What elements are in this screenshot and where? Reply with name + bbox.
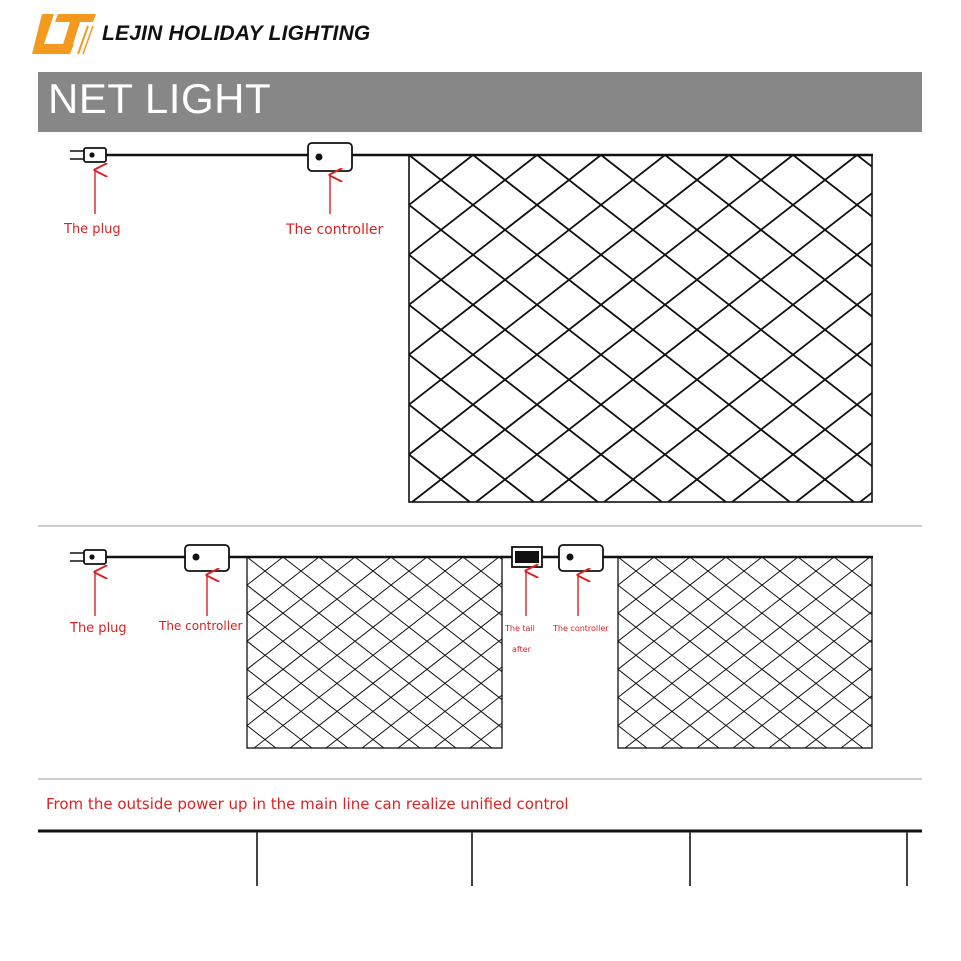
- net-strand: [618, 726, 647, 749]
- net-strand: [247, 557, 492, 748]
- net-strand: [247, 641, 384, 748]
- net-strand: [732, 393, 872, 502]
- net-strand: [290, 583, 502, 748]
- tail-label: The tail: [505, 624, 535, 633]
- controller-icon: [559, 545, 603, 571]
- net-strand: [409, 305, 662, 502]
- net-strand: [540, 243, 872, 502]
- net-strand: [409, 455, 470, 503]
- net-strand: [618, 697, 683, 748]
- net-strand: [476, 193, 872, 502]
- net-strand: [841, 724, 872, 748]
- net-strand: [470, 723, 502, 748]
- net-strand: [362, 639, 502, 748]
- net-strand: [618, 557, 863, 748]
- net-strand: [319, 557, 502, 700]
- tail-label-second-line: after: [512, 645, 531, 654]
- net-strand: [690, 557, 872, 699]
- net-strand: [793, 155, 872, 217]
- controller-icon: [308, 143, 352, 171]
- net-strand: [412, 155, 857, 502]
- table-fragment: [38, 831, 922, 886]
- net-strand: [805, 696, 872, 748]
- net-mesh: [247, 557, 502, 748]
- controller-label: The controller: [286, 222, 384, 238]
- net-strand: [409, 205, 790, 502]
- net-strand: [247, 697, 312, 748]
- net-strand: [254, 557, 499, 748]
- net-strand: [654, 557, 872, 727]
- net-strand: [796, 443, 872, 502]
- net-strand: [618, 585, 827, 748]
- net-strand: [726, 557, 872, 671]
- net-strand: [409, 405, 534, 502]
- net-strand: [247, 613, 420, 748]
- net-strand: [733, 640, 872, 748]
- plug-label: The plug: [64, 222, 121, 237]
- net-strand: [473, 155, 872, 466]
- caption-text: From the outside power up in the main line can realize unified control: [46, 795, 569, 813]
- controller-label: The controller: [553, 624, 609, 633]
- net-strand: [625, 557, 870, 748]
- controller-icon: [185, 545, 229, 571]
- net-strand: [409, 155, 854, 502]
- page-title: NET LIGHT: [48, 75, 272, 122]
- net-strand: [668, 343, 872, 502]
- net-strand: [434, 695, 502, 748]
- brand-name: LEJIN HOLIDAY LIGHTING: [102, 22, 371, 45]
- net-strand: [697, 612, 872, 748]
- net-strand: [604, 293, 872, 502]
- net-strand: [247, 726, 276, 749]
- net-strand: [601, 155, 872, 366]
- top-diagram: [63, 143, 873, 502]
- plug-label: The plug: [70, 621, 127, 636]
- net-strand: [247, 585, 456, 748]
- net-strand: [834, 557, 872, 587]
- tail-connector-icon: [512, 547, 542, 567]
- net-strand: [665, 155, 872, 317]
- bottom-diagram: [69, 545, 873, 748]
- net-strand: [427, 557, 502, 616]
- net-mesh: [409, 155, 872, 502]
- net-strand: [798, 557, 872, 615]
- net-strand: [661, 584, 872, 749]
- plug-icon: [70, 550, 106, 564]
- net-strand: [537, 155, 872, 416]
- net-strand: [618, 613, 791, 748]
- net-mesh: [618, 557, 872, 748]
- net-strand: [409, 255, 726, 502]
- plug-icon: [70, 148, 106, 162]
- net-strand: [463, 557, 502, 587]
- controller-label: The controller: [159, 619, 243, 633]
- net-strand: [355, 557, 502, 672]
- net-strand: [283, 557, 502, 728]
- net-strand: [857, 155, 872, 167]
- net-strand: [860, 493, 872, 502]
- net-strand: [618, 641, 755, 748]
